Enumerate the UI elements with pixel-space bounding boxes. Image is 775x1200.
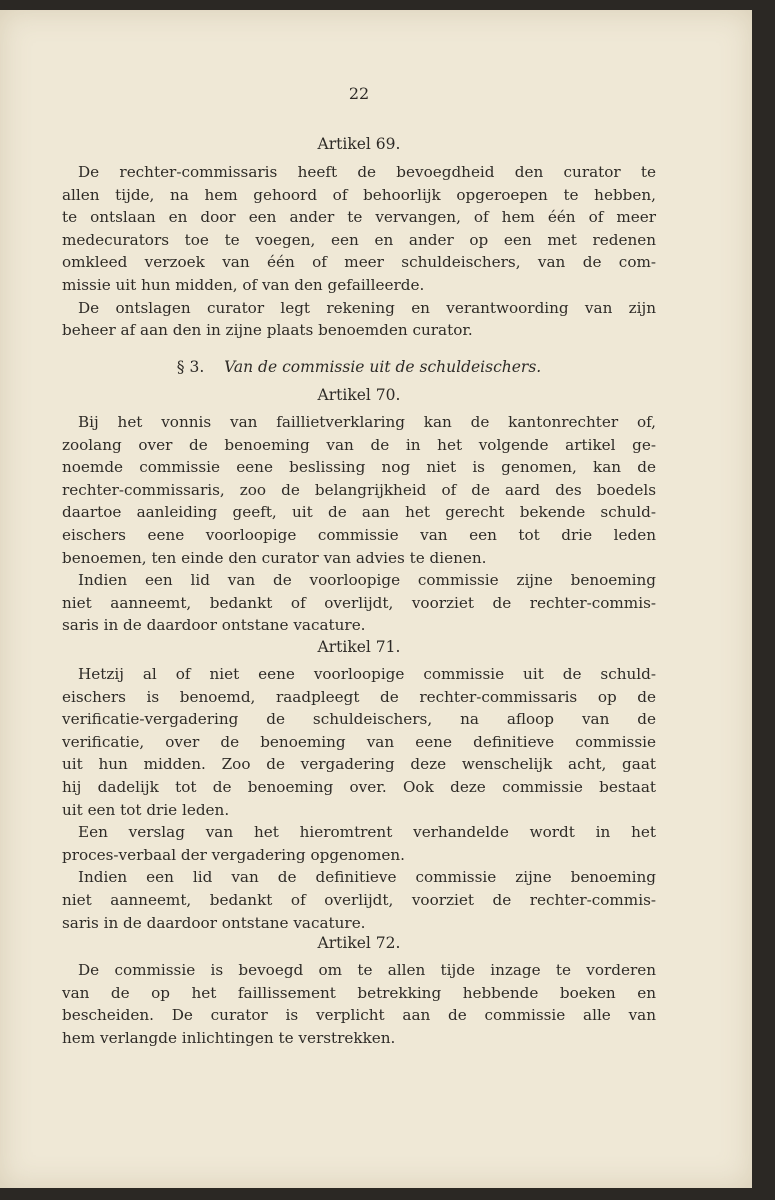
article-heading: Artikel 69. xyxy=(317,135,401,153)
article-72 xyxy=(62,932,656,1049)
text-line: omkleed verzoek van één of meer schuldeischers, van de com- xyxy=(62,253,656,272)
article-paragraph xyxy=(62,161,656,297)
article-paragraph xyxy=(62,411,656,569)
text-line: eischers is benoemd, raadpleegt de rechter-commissaris op de xyxy=(62,687,656,706)
text-line: niet aanneemt, bedankt of overlijdt, voorziet de rechter-commis- xyxy=(62,890,656,909)
text-line: proces-verbaal der vergadering opgenomen. xyxy=(62,845,405,864)
section-heading xyxy=(62,356,656,379)
text-line: uit hun midden. Zoo de vergadering deze wenschelijk acht, gaat xyxy=(62,755,656,774)
text-line: van de op het faillissement betrekking hebbende boeken en xyxy=(62,983,656,1002)
text-line: De rechter-commissaris heeft de bevoegdheid den curator te xyxy=(78,163,656,181)
text-line: hij dadelijk tot de benoeming over. Ook deze commissie bestaat xyxy=(62,777,656,796)
text-line: saris in de daardoor ontstane vacature. xyxy=(62,616,366,635)
text-line: Indien een lid van de definitieve commissie zijne benoeming xyxy=(78,868,656,887)
text-line: allen tijde, na hem gehoord of behoorlijk opgeroepen te hebben, xyxy=(62,185,656,204)
text-line: saris in de daardoor ontstane vacature. xyxy=(62,913,366,932)
text-line: missie uit hun midden, of van den gefailleerde. xyxy=(62,275,425,294)
text-line: Hetzij al of niet eene voorloopige commissie uit de schuld- xyxy=(78,665,656,683)
section-title: Van de commissie uit de schuldeischers. xyxy=(224,358,542,376)
text-line: verificatie-vergadering de schuldeischers, na afloop van de xyxy=(62,710,656,729)
article-heading: Artikel 72. xyxy=(317,934,401,952)
text-line: te ontslaan en door een ander te vervangen, of hem één of meer xyxy=(62,208,656,227)
text-line: Een verslag van het hieromtrent verhandelde wordt in het xyxy=(78,823,656,842)
text-line: uit een tot drie leden. xyxy=(62,800,230,819)
text-line: De commissie is bevoegd om te allen tijde inzage te vorderen xyxy=(78,961,656,979)
article-heading: Artikel 71. xyxy=(317,638,401,656)
text-line: benoemen, ten einde den curator van advies te dienen. xyxy=(62,548,487,567)
article-paragraph xyxy=(62,663,656,821)
text-line: daartoe aanleiding geeft, uit de aan het gerecht bekende schuld- xyxy=(62,503,656,522)
article-paragraph xyxy=(62,959,656,1049)
page-number: 22 xyxy=(348,84,370,103)
text-line: De ontslagen curator legt rekening en verantwoording van zijn xyxy=(78,298,656,317)
text-line: beheer af aan den in zijne plaats benoemden curator. xyxy=(62,321,473,340)
text-line: verificatie, over de benoeming van eene definitieve commissie xyxy=(62,732,656,751)
section-number: § 3. xyxy=(176,358,205,376)
text-line: hem verlangde inlichtingen te verstrekken. xyxy=(62,1028,396,1047)
text-line: noemde commissie eene beslissing nog niet is genomen, kan de xyxy=(62,458,656,477)
text-line: rechter-commissaris, zoo de belangrijkheid of de aard des boedels xyxy=(62,480,656,499)
text-line: niet aanneemt, bedankt of overlijdt, voorziet de rechter-commis- xyxy=(62,593,656,612)
article-paragraph xyxy=(62,569,656,637)
text-line: Indien een lid van de voorloopige commissie zijne benoeming xyxy=(78,571,656,590)
text-line: Bij het vonnis van faillietverklaring kan de kantonrechter of, xyxy=(78,413,656,431)
article-71 xyxy=(62,636,656,934)
book-page xyxy=(0,10,752,1188)
article-69 xyxy=(62,133,656,342)
text-line: eischers eene voorloopige commissie van een tot drie leden xyxy=(62,525,656,544)
article-paragraph xyxy=(62,821,656,866)
article-paragraph xyxy=(62,866,656,934)
article-heading: Artikel 70. xyxy=(317,386,401,404)
text-line: bescheiden. De curator is verplicht aan de commissie alle van xyxy=(62,1006,656,1025)
text-line: zoolang over de benoeming van de in het volgende artikel ge- xyxy=(62,435,656,454)
text-line: medecurators toe te voegen, een en ander op een met redenen xyxy=(62,230,656,249)
article-paragraph xyxy=(62,297,656,342)
article-70 xyxy=(62,384,656,637)
